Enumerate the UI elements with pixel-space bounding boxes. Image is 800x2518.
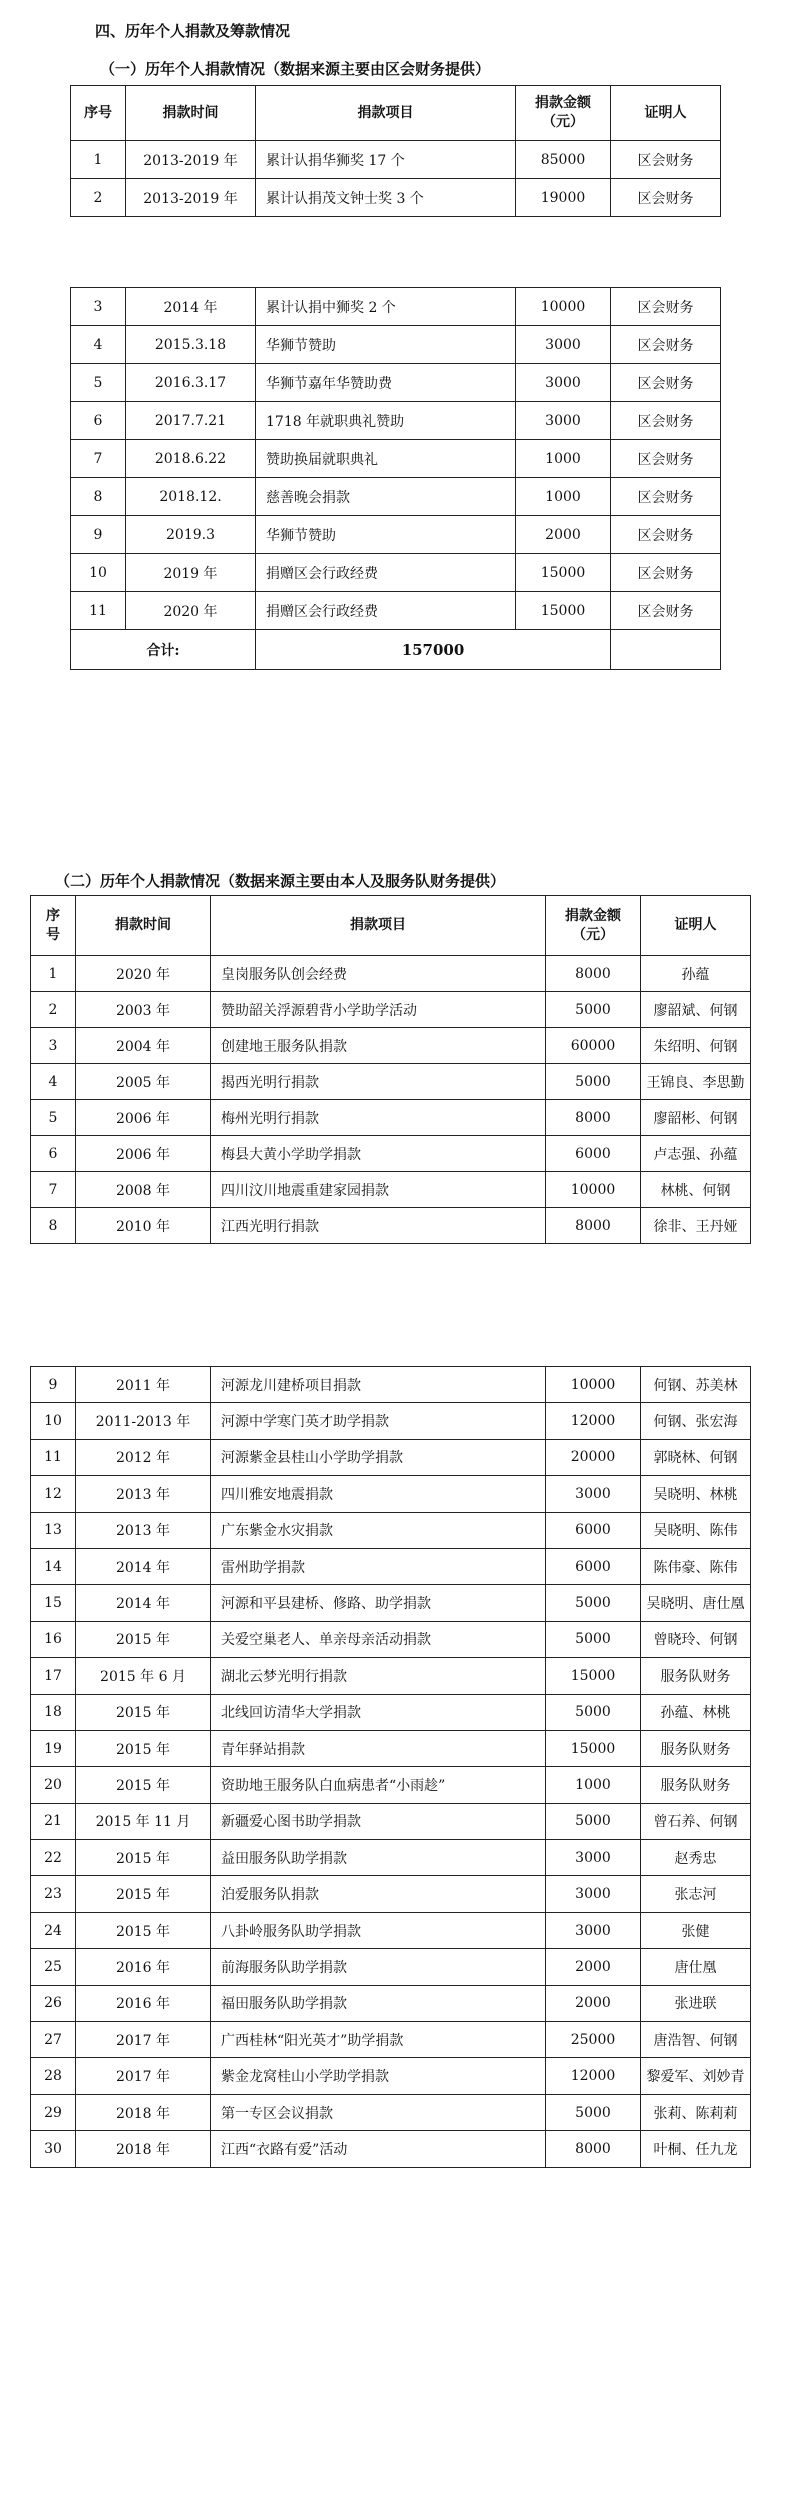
cell-no: 2 [71, 179, 126, 217]
cell-amount: 15000 [546, 1730, 641, 1766]
cell-witness: 服务队财务 [641, 1658, 751, 1694]
cell-time: 2014 年 [126, 288, 256, 326]
cell-project: 累计认捐茂文钟士奖 3 个 [256, 179, 516, 217]
cell-no: 19 [31, 1730, 76, 1766]
cell-no: 9 [31, 1367, 76, 1403]
cell-project: 创建地王服务队捐款 [211, 1028, 546, 1064]
header-amount: 捐款金额 （元） [516, 86, 611, 141]
cell-time: 2004 年 [76, 1028, 211, 1064]
cell-witness: 陈伟豪、陈伟 [641, 1548, 751, 1584]
cell-project: 第一专区会议捐款 [211, 2094, 546, 2130]
cell-time: 2015 年 [76, 1840, 211, 1876]
cell-no: 14 [31, 1548, 76, 1584]
cell-no: 26 [31, 1985, 76, 2021]
total-empty-cell [611, 630, 721, 670]
cell-project: 紫金龙窝桂山小学助学捐款 [211, 2058, 546, 2094]
table2-header-row [31, 896, 751, 956]
table-row [31, 1028, 751, 1064]
table-row [71, 141, 721, 179]
total-label: 合计: [71, 630, 256, 670]
cell-amount: 10000 [546, 1172, 641, 1208]
cell-no: 5 [71, 364, 126, 402]
cell-project: 江西“衣路有爱”活动 [211, 2131, 546, 2167]
cell-amount: 5000 [546, 2094, 641, 2130]
cell-project: 华狮节赞助 [256, 516, 516, 554]
cell-witness: 张健 [641, 1912, 751, 1948]
cell-amount: 5000 [546, 1694, 641, 1730]
cell-no: 22 [31, 1840, 76, 1876]
cell-no: 8 [31, 1208, 76, 1244]
cell-no: 11 [71, 592, 126, 630]
cell-time: 2012 年 [76, 1439, 211, 1475]
table-row [31, 1512, 751, 1548]
table2-part-a [30, 895, 751, 1244]
cell-time: 2015.3.18 [126, 326, 256, 364]
cell-witness: 廖韶斌、何钢 [641, 992, 751, 1028]
cell-amount: 2000 [516, 516, 611, 554]
table-row [71, 288, 721, 326]
table-row [31, 1208, 751, 1244]
table-row [71, 554, 721, 592]
cell-no: 15 [31, 1585, 76, 1621]
cell-project: 新疆爱心图书助学捐款 [211, 1803, 546, 1839]
cell-witness: 孙蕴 [641, 956, 751, 992]
table-row [71, 478, 721, 516]
cell-project: 捐赠区会行政经费 [256, 592, 516, 630]
table-row [71, 179, 721, 217]
cell-no: 1 [71, 141, 126, 179]
cell-time: 2020 年 [76, 956, 211, 992]
cell-no: 30 [31, 2131, 76, 2167]
cell-time: 2017 年 [76, 2058, 211, 2094]
table-row [31, 1985, 751, 2021]
cell-time: 2006 年 [76, 1136, 211, 1172]
table1-part-b [70, 287, 721, 670]
cell-time: 2018.12. [126, 478, 256, 516]
cell-no: 5 [31, 1100, 76, 1136]
cell-time: 2018 年 [76, 2094, 211, 2130]
cell-project: 梅州光明行捐款 [211, 1100, 546, 1136]
header-no: 序号 [71, 86, 126, 141]
cell-no: 10 [71, 554, 126, 592]
cell-witness: 卢志强、孙蕴 [641, 1136, 751, 1172]
cell-amount: 12000 [546, 2058, 641, 2094]
cell-no: 24 [31, 1912, 76, 1948]
cell-no: 13 [31, 1512, 76, 1548]
table-row [31, 2094, 751, 2130]
cell-time: 2019 年 [126, 554, 256, 592]
cell-amount: 3000 [546, 1476, 641, 1512]
cell-project: 湖北云梦光明行捐款 [211, 1658, 546, 1694]
table-row [31, 2058, 751, 2094]
cell-no: 6 [71, 402, 126, 440]
cell-time: 2010 年 [76, 1208, 211, 1244]
cell-time: 2011 年 [76, 1367, 211, 1403]
cell-project: 捐赠区会行政经费 [256, 554, 516, 592]
cell-time: 2015 年 11 月 [76, 1803, 211, 1839]
cell-witness: 徐非、王丹娅 [641, 1208, 751, 1244]
cell-project: 累计认捐中狮奖 2 个 [256, 288, 516, 326]
cell-project: 青年驿站捐款 [211, 1730, 546, 1766]
cell-time: 2013-2019 年 [126, 141, 256, 179]
header-witness: 证明人 [611, 86, 721, 141]
cell-project: 广东紫金水灾捐款 [211, 1512, 546, 1548]
cell-time: 2015 年 6 月 [76, 1658, 211, 1694]
table-row [31, 1172, 751, 1208]
cell-amount: 3000 [546, 1840, 641, 1876]
cell-time: 2013-2019 年 [126, 179, 256, 217]
cell-no: 21 [31, 1803, 76, 1839]
cell-witness: 林桃、何钢 [641, 1172, 751, 1208]
cell-witness: 叶桐、任九龙 [641, 2131, 751, 2167]
cell-witness: 张莉、陈莉莉 [641, 2094, 751, 2130]
cell-project: 河源和平县建桥、修路、助学捐款 [211, 1585, 546, 1621]
cell-amount: 5000 [546, 1585, 641, 1621]
cell-project: 慈善晚会捐款 [256, 478, 516, 516]
cell-witness: 吴晓明、陈伟 [641, 1512, 751, 1548]
cell-amount: 60000 [546, 1028, 641, 1064]
cell-time: 2011-2013 年 [76, 1403, 211, 1439]
cell-witness: 服务队财务 [641, 1730, 751, 1766]
table-row [31, 1949, 751, 1985]
cell-witness: 区会财务 [611, 326, 721, 364]
header-amount: 捐款金额 （元） [546, 896, 641, 956]
cell-no: 18 [31, 1694, 76, 1730]
section-title: 四、历年个人捐款及筹款情况 [95, 22, 291, 40]
total-amount: 157000 [256, 630, 611, 670]
cell-project: 雷州助学捐款 [211, 1548, 546, 1584]
cell-amount: 8000 [546, 1208, 641, 1244]
cell-no: 28 [31, 2058, 76, 2094]
cell-amount: 1000 [516, 478, 611, 516]
header-no: 序 号 [31, 896, 76, 956]
cell-no: 25 [31, 1949, 76, 1985]
cell-no: 4 [31, 1064, 76, 1100]
cell-amount: 5000 [546, 1064, 641, 1100]
table-row [31, 2131, 751, 2167]
cell-time: 2014 年 [76, 1548, 211, 1584]
cell-amount: 15000 [516, 554, 611, 592]
cell-amount: 3000 [546, 1876, 641, 1912]
table-row [31, 1730, 751, 1766]
cell-amount: 8000 [546, 2131, 641, 2167]
cell-project: 北线回访清华大学捐款 [211, 1694, 546, 1730]
cell-witness: 区会财务 [611, 554, 721, 592]
cell-witness: 唐仕凰 [641, 1949, 751, 1985]
cell-project: 前海服务队助学捐款 [211, 1949, 546, 1985]
cell-witness: 张志河 [641, 1876, 751, 1912]
cell-project: 赞助韶关浮源碧背小学助学活动 [211, 992, 546, 1028]
cell-witness: 区会财务 [611, 478, 721, 516]
table-row [31, 1136, 751, 1172]
cell-time: 2013 年 [76, 1476, 211, 1512]
cell-amount: 8000 [546, 956, 641, 992]
cell-witness: 王锦良、李思勤 [641, 1064, 751, 1100]
table-row [31, 1658, 751, 1694]
cell-amount: 25000 [546, 2022, 641, 2058]
cell-time: 2015 年 [76, 1694, 211, 1730]
cell-amount: 15000 [516, 592, 611, 630]
cell-witness: 区会财务 [611, 179, 721, 217]
cell-amount: 12000 [546, 1403, 641, 1439]
table-row [31, 1694, 751, 1730]
cell-time: 2008 年 [76, 1172, 211, 1208]
cell-time: 2006 年 [76, 1100, 211, 1136]
cell-amount: 3000 [516, 364, 611, 402]
table-row [71, 364, 721, 402]
cell-witness: 何钢、张宏海 [641, 1403, 751, 1439]
header-project: 捐款项目 [256, 86, 516, 141]
table-row [31, 1064, 751, 1100]
table-row [71, 326, 721, 364]
cell-amount: 15000 [546, 1658, 641, 1694]
cell-amount: 1000 [516, 440, 611, 478]
cell-project: 福田服务队助学捐款 [211, 1985, 546, 2021]
cell-amount: 20000 [546, 1439, 641, 1475]
cell-project: 皇岗服务队创会经费 [211, 956, 546, 992]
cell-time: 2003 年 [76, 992, 211, 1028]
cell-amount: 5000 [546, 992, 641, 1028]
cell-time: 2018 年 [76, 2131, 211, 2167]
cell-no: 8 [71, 478, 126, 516]
table-row [71, 592, 721, 630]
table-row [31, 1100, 751, 1136]
cell-amount: 85000 [516, 141, 611, 179]
table1-header-row [71, 86, 721, 141]
cell-time: 2015 年 [76, 1912, 211, 1948]
table-row [71, 402, 721, 440]
cell-project: 四川雅安地震捐款 [211, 1476, 546, 1512]
cell-time: 2016.3.17 [126, 364, 256, 402]
cell-witness: 廖韶彬、何钢 [641, 1100, 751, 1136]
cell-amount: 6000 [546, 1136, 641, 1172]
cell-witness: 区会财务 [611, 402, 721, 440]
cell-witness: 吴晓明、林桃 [641, 1476, 751, 1512]
cell-witness: 区会财务 [611, 516, 721, 554]
cell-no: 1 [31, 956, 76, 992]
cell-no: 23 [31, 1876, 76, 1912]
cell-project: 赞助换届就职典礼 [256, 440, 516, 478]
cell-witness: 何钢、苏美林 [641, 1367, 751, 1403]
cell-project: 1718 年就职典礼赞助 [256, 402, 516, 440]
cell-amount: 6000 [546, 1512, 641, 1548]
cell-time: 2005 年 [76, 1064, 211, 1100]
cell-time: 2015 年 [76, 1730, 211, 1766]
cell-no: 7 [31, 1172, 76, 1208]
cell-time: 2015 年 [76, 1876, 211, 1912]
cell-project: 泊爱服务队捐款 [211, 1876, 546, 1912]
cell-no: 10 [31, 1403, 76, 1439]
cell-witness: 孙蕴、林桃 [641, 1694, 751, 1730]
cell-witness: 张进联 [641, 1985, 751, 2021]
cell-project: 累计认捐华狮奖 17 个 [256, 141, 516, 179]
cell-time: 2016 年 [76, 1985, 211, 2021]
cell-project: 益田服务队助学捐款 [211, 1840, 546, 1876]
cell-time: 2015 年 [76, 1621, 211, 1657]
cell-project: 四川汶川地震重建家园捐款 [211, 1172, 546, 1208]
cell-no: 20 [31, 1767, 76, 1803]
cell-no: 3 [31, 1028, 76, 1064]
cell-witness: 区会财务 [611, 288, 721, 326]
cell-amount: 3000 [546, 1912, 641, 1948]
cell-witness: 曾晓玲、何钢 [641, 1621, 751, 1657]
cell-time: 2020 年 [126, 592, 256, 630]
cell-amount: 8000 [546, 1100, 641, 1136]
cell-no: 2 [31, 992, 76, 1028]
cell-witness: 服务队财务 [641, 1767, 751, 1803]
header-time: 捐款时间 [76, 896, 211, 956]
table-row [31, 1439, 751, 1475]
cell-project: 华狮节赞助 [256, 326, 516, 364]
cell-no: 7 [71, 440, 126, 478]
cell-no: 4 [71, 326, 126, 364]
cell-witness: 曾石养、何钢 [641, 1803, 751, 1839]
cell-time: 2018.6.22 [126, 440, 256, 478]
cell-time: 2017.7.21 [126, 402, 256, 440]
table2-part-b [30, 1366, 751, 2168]
cell-project: 广西桂林“阳光英才”助学捐款 [211, 2022, 546, 2058]
cell-amount: 2000 [546, 1985, 641, 2021]
cell-witness: 唐浩智、何钢 [641, 2022, 751, 2058]
header-project: 捐款项目 [211, 896, 546, 956]
cell-amount: 10000 [546, 1367, 641, 1403]
table-row [31, 956, 751, 992]
cell-no: 27 [31, 2022, 76, 2058]
table-row [31, 992, 751, 1028]
cell-project: 河源中学寒门英才助学捐款 [211, 1403, 546, 1439]
table-row [31, 1367, 751, 1403]
cell-project: 八卦岭服务队助学捐款 [211, 1912, 546, 1948]
cell-witness: 吴晓明、唐仕凰 [641, 1585, 751, 1621]
cell-no: 9 [71, 516, 126, 554]
cell-no: 6 [31, 1136, 76, 1172]
table-row [31, 1912, 751, 1948]
cell-time: 2013 年 [76, 1512, 211, 1548]
table1-total-row [71, 630, 721, 670]
header-time: 捐款时间 [126, 86, 256, 141]
cell-no: 3 [71, 288, 126, 326]
cell-witness: 赵秀忠 [641, 1840, 751, 1876]
cell-witness: 区会财务 [611, 364, 721, 402]
cell-time: 2016 年 [76, 1949, 211, 1985]
table-row [31, 1585, 751, 1621]
cell-amount: 6000 [546, 1548, 641, 1584]
table1-part-a [70, 85, 721, 217]
cell-project: 揭西光明行捐款 [211, 1064, 546, 1100]
cell-project: 梅县大黄小学助学捐款 [211, 1136, 546, 1172]
table-row [31, 1548, 751, 1584]
table-row [31, 1803, 751, 1839]
cell-witness: 区会财务 [611, 440, 721, 478]
table-row [31, 1621, 751, 1657]
table-row [31, 1476, 751, 1512]
cell-amount: 1000 [546, 1767, 641, 1803]
cell-project: 关爱空巢老人、单亲母亲活动捐款 [211, 1621, 546, 1657]
table-row [31, 2022, 751, 2058]
table-row [31, 1403, 751, 1439]
cell-project: 河源紫金县桂山小学助学捐款 [211, 1439, 546, 1475]
table-row [31, 1876, 751, 1912]
cell-amount: 5000 [546, 1803, 641, 1839]
cell-witness: 郭晓林、何钢 [641, 1439, 751, 1475]
cell-amount: 10000 [516, 288, 611, 326]
table2-title: （二）历年个人捐款情况（数据来源主要由本人及服务队财务提供） [55, 872, 506, 890]
cell-amount: 3000 [516, 326, 611, 364]
cell-time: 2017 年 [76, 2022, 211, 2058]
cell-no: 12 [31, 1476, 76, 1512]
cell-witness: 区会财务 [611, 592, 721, 630]
cell-witness: 朱绍明、何钢 [641, 1028, 751, 1064]
table-row [71, 516, 721, 554]
cell-no: 16 [31, 1621, 76, 1657]
cell-no: 29 [31, 2094, 76, 2130]
table-row [31, 1767, 751, 1803]
cell-time: 2019.3 [126, 516, 256, 554]
cell-witness: 黎爱军、刘妙青 [641, 2058, 751, 2094]
table-row [71, 440, 721, 478]
cell-no: 11 [31, 1439, 76, 1475]
cell-amount: 2000 [546, 1949, 641, 1985]
table1-title: （一）历年个人捐款情况（数据来源主要由区会财务提供） [100, 60, 491, 78]
table-row [31, 1840, 751, 1876]
cell-time: 2014 年 [76, 1585, 211, 1621]
cell-project: 江西光明行捐款 [211, 1208, 546, 1244]
cell-amount: 5000 [546, 1621, 641, 1657]
cell-project: 河源龙川建桥项目捐款 [211, 1367, 546, 1403]
cell-amount: 3000 [516, 402, 611, 440]
cell-witness: 区会财务 [611, 141, 721, 179]
cell-project: 资助地王服务队白血病患者“小雨趁” [211, 1767, 546, 1803]
header-witness: 证明人 [641, 896, 751, 956]
cell-project: 华狮节嘉年华赞助费 [256, 364, 516, 402]
cell-no: 17 [31, 1658, 76, 1694]
cell-amount: 19000 [516, 179, 611, 217]
cell-time: 2015 年 [76, 1767, 211, 1803]
